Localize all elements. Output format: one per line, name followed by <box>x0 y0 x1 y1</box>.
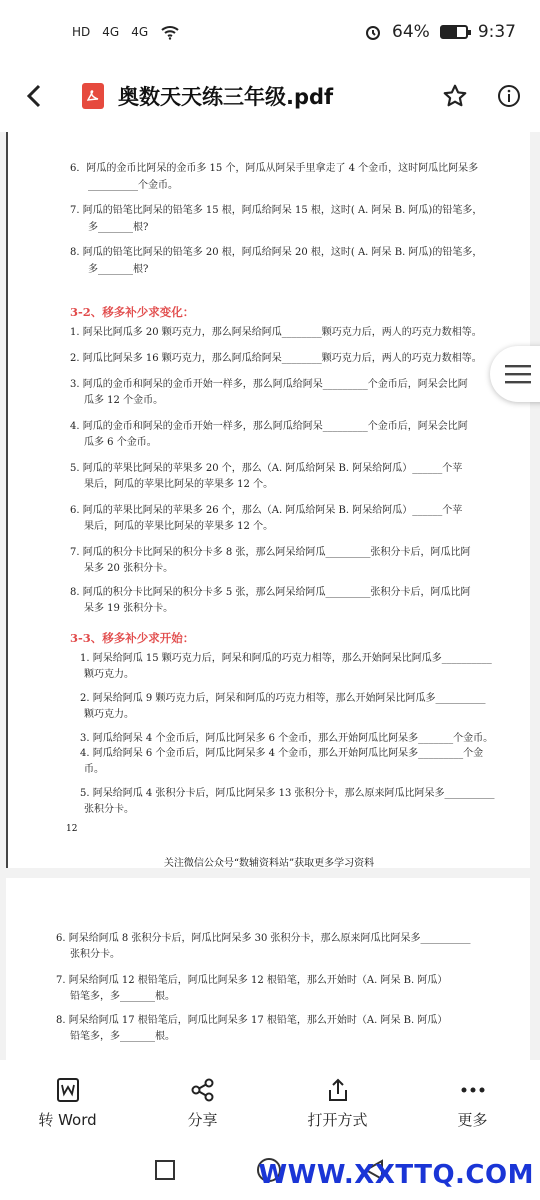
s2-line-4: 3. 阿瓜给阿呆 4 个金币后，阿瓜比阿呆多 6 个金币，那么开始阿瓜比阿呆多_______个金币。 <box>80 733 494 744</box>
s1-line-12: 8. 阿瓜的积分卡比阿呆的积分卡多 5 张，那么阿呆给阿瓜_________张积分卡后，阿瓜比阿 <box>70 587 471 598</box>
p2-line-0: 6. 阿呆给阿瓜 8 张积分卡后，阿瓜比阿呆多 30 张积分卡，那么原来阿瓜比阿呆多__________ <box>56 933 471 944</box>
pdf-page-12 <box>6 132 530 868</box>
s1-line-0: 1. 阿呆比阿瓜多 20 颗巧克力，那么阿呆给阿瓜________颗巧克力后，两人的巧克力数相等。 <box>70 327 482 338</box>
s2-line-6: 币。 <box>84 764 104 775</box>
more-button[interactable] <box>405 1062 540 1144</box>
p1-line-2: 7. 阿瓜的铅笔比阿呆的铅笔多 15 根，阿瓜给阿呆 15 根，这时( A. 阿呆 B. 阿瓜)的铅笔多， <box>70 205 483 216</box>
s1-line-8: 6. 阿瓜的苹果比阿呆的苹果多 26 个，那么（A. 阿瓜给阿呆 B. 阿呆给阿瓜）______个苹 <box>70 505 463 516</box>
star-icon[interactable] <box>440 81 470 111</box>
wifi-icon <box>160 24 180 40</box>
s1-line-6: 5. 阿瓜的苹果比阿呆的苹果多 20 个，那么（A. 阿瓜给阿呆 B. 阿呆给阿瓜）______个苹 <box>70 463 463 474</box>
signal-label-1: 4G <box>102 25 120 39</box>
battery-fill <box>442 27 457 37</box>
s2-line-5: 4. 阿瓜给阿呆 6 个金币后，阿瓜比阿呆多 4 个金币，那么开始阿瓜比阿呆多_________个金 <box>80 748 484 759</box>
share-label: 分享 <box>187 1110 218 1129</box>
page-footer: 关注微信公众号“数辅资料站”获取更多学习资料 <box>163 858 375 869</box>
s1-line-7: 果后，阿瓜的苹果比阿呆的苹果多 12 个。 <box>84 479 274 490</box>
s2-line-7: 5. 阿呆给阿瓜 4 张积分卡后，阿瓜比阿呆多 13 张积分卡，那么原来阿瓜比阿呆多__________ <box>80 788 495 799</box>
p2-line-5: 铅笔多，多_______根。 <box>70 1031 175 1042</box>
title-bar <box>0 64 540 128</box>
s2-line-8: 张积分卡。 <box>84 804 134 815</box>
s1-line-9: 果后，阿瓜的苹果比阿呆的苹果多 12 个。 <box>84 521 274 532</box>
alarm-icon <box>364 23 382 41</box>
open-with-button[interactable] <box>270 1062 405 1144</box>
p1-line-1: __________个金币。 <box>88 180 178 191</box>
p2-line-2: 7. 阿呆给阿瓜 12 根铅笔后，阿瓜比阿呆多 12 根铅笔，那么开始时（A. 阿呆 B. 阿瓜） <box>56 975 448 986</box>
share-icon <box>190 1077 216 1103</box>
p2-line-1: 张积分卡。 <box>70 949 120 960</box>
p1-line-4: 8. 阿瓜的铅笔比阿呆的铅笔多 20 根，阿瓜给阿呆 20 根，这时( A. 阿呆 B. 阿瓜)的铅笔多， <box>70 247 483 258</box>
s1-line-1: 2. 阿瓜比阿呆多 16 颗巧克力，那么阿瓜给阿呆________颗巧克力后，两人的巧克力数相等。 <box>70 353 482 364</box>
p1-line-0: 6．阿瓜的金币比阿呆的金币多 15 个，阿瓜从阿呆手里拿走了 4 个金币，这时阿瓜比阿呆多 <box>70 163 479 174</box>
s2-line-2: 2. 阿呆给阿瓜 9 颗巧克力后，阿呆和阿瓜的巧克力相等，那么开始阿呆比阿瓜多__________ <box>80 693 486 704</box>
document-title: 奥数天天练三年级.pdf <box>118 85 334 109</box>
pdf-viewer[interactable] <box>0 132 540 1060</box>
open-with-label: 打开方式 <box>307 1110 368 1129</box>
recent-apps-icon[interactable] <box>154 1159 176 1185</box>
word-icon <box>56 1077 80 1103</box>
open-with-icon <box>326 1077 350 1103</box>
pdf-file-icon <box>82 83 104 109</box>
s1-line-2: 3. 阿瓜的金币和阿呆的金币开始一样多，那么阿瓜给阿呆_________个金币后，阿呆会比阿 <box>70 379 468 390</box>
battery-icon <box>440 25 468 39</box>
section-title-3-2: 3-2、移多补少求变化： <box>70 305 195 319</box>
more-icon <box>460 1077 486 1103</box>
site-watermark: WWW.XXTTQ.COM <box>258 1160 534 1190</box>
battery-text: 64% <box>392 22 430 42</box>
s2-line-3: 颗巧克力。 <box>84 709 134 720</box>
bottom-action-bar <box>0 1062 540 1144</box>
s2-line-1: 颗巧克力。 <box>84 669 134 680</box>
status-bar <box>0 0 540 64</box>
p2-line-3: 铅笔多，多_______根。 <box>70 991 175 1002</box>
s1-line-10: 7. 阿瓜的积分卡比阿呆的积分卡多 8 张，那么阿呆给阿瓜_________张积分卡后，阿瓜比阿 <box>70 547 471 558</box>
status-left <box>72 24 180 40</box>
pdf-page-13 <box>6 878 530 1060</box>
s1-line-5: 瓜多 6 个金币。 <box>84 437 157 448</box>
page-number: 12 <box>66 824 78 834</box>
status-right <box>364 22 516 42</box>
more-label: 更多 <box>457 1110 488 1129</box>
section-title-3-3: 3-3、移多补少求开始： <box>70 631 195 645</box>
convert-word-button[interactable] <box>0 1062 135 1144</box>
p1-line-5: 多_______根? <box>88 264 149 275</box>
p2-line-4: 8. 阿呆给阿瓜 17 根铅笔后，阿瓜比阿呆多 17 根铅笔，那么开始时（A. 阿呆 B. 阿瓜） <box>56 1015 448 1026</box>
info-icon[interactable] <box>494 81 524 111</box>
hd-label: HD <box>72 25 91 39</box>
back-icon[interactable] <box>16 78 52 114</box>
s1-line-3: 瓜多 12 个金币。 <box>84 395 164 406</box>
p1-line-3: 多_______根? <box>88 222 149 233</box>
s1-line-4: 4. 阿瓜的金币和阿呆的金币开始一样多，那么阿瓜给阿呆_________个金币后，阿呆会比阿 <box>70 421 468 432</box>
s2-line-0: 1. 阿呆给阿瓜 15 颗巧克力后，阿呆和阿瓜的巧克力相等，那么开始阿呆比阿瓜多__________ <box>80 653 492 664</box>
share-button[interactable] <box>135 1062 270 1144</box>
signal-label-2: 4G <box>131 25 149 39</box>
menu-icon[interactable] <box>490 346 540 402</box>
title-actions <box>440 81 524 111</box>
s1-line-11: 呆多 20 张积分卡。 <box>84 563 174 574</box>
convert-word-label: 转 Word <box>38 1110 97 1129</box>
s1-line-13: 呆多 19 张积分卡。 <box>84 603 174 614</box>
clock: 9:37 <box>477 22 516 42</box>
